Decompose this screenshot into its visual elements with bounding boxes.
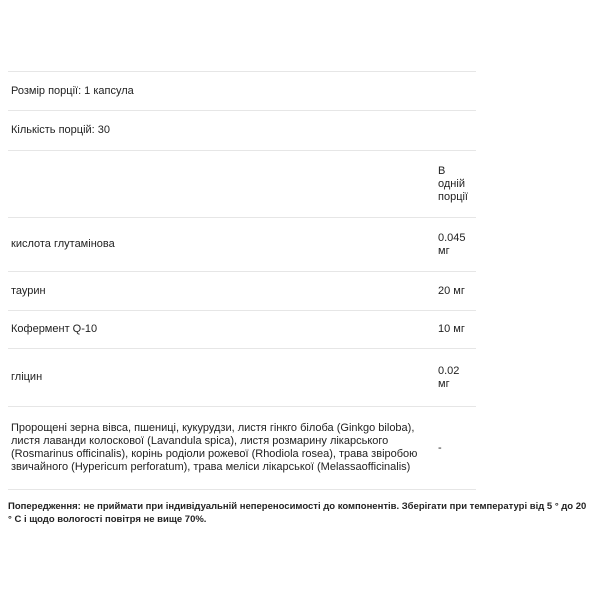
table-row xyxy=(8,111,476,151)
header-empty-cell xyxy=(8,151,438,218)
ingredient-amount: 10 мг xyxy=(438,311,476,349)
table-row xyxy=(8,407,476,490)
serving-size: Розмір порції: 1 капсула xyxy=(8,72,476,111)
ingredient-name: Пророщені зерна вівса, пшениці, кукурудзи, листя гінкго білоба (Ginkgo biloba), листя лаванди колоскової (Lavandula spica), листя розмарину лікарського (Rosmarinus officinalis), корінь родіоли рожевої (Rhodiola rosea), трава звіробою звичайного (Hypericum perforatum), трава меліси лікарської (Melassaofficinalis) xyxy=(8,407,438,490)
ingredient-amount: - xyxy=(438,407,476,490)
per-serving-header: В одній порції xyxy=(438,151,476,218)
ingredient-amount: 0.045 мг xyxy=(438,218,476,272)
ingredient-name: таурин xyxy=(8,272,438,311)
ingredient-amount: 20 мг xyxy=(438,272,476,311)
ingredient-name: Кофермент Q-10 xyxy=(8,311,438,349)
ingredient-amount: 0.02 мг xyxy=(438,349,476,407)
table-row xyxy=(8,311,476,349)
table-row xyxy=(8,272,476,311)
table-row xyxy=(8,349,476,407)
servings-count: Кількість порцій: 30 xyxy=(8,111,476,151)
ingredient-name: кислота глутамінова xyxy=(8,218,438,272)
table-row xyxy=(8,218,476,272)
table-row xyxy=(8,72,476,111)
table-row xyxy=(8,151,476,218)
ingredient-name: гліцин xyxy=(8,349,438,407)
supplement-facts-table xyxy=(8,71,476,490)
warning-text: Попередження: не приймати при індивідуальній непереносимості до компонентів. Зберігати при температурі від 5 ° до 20 ° С і щодо вологості повітря не вище 70%. xyxy=(8,501,587,525)
